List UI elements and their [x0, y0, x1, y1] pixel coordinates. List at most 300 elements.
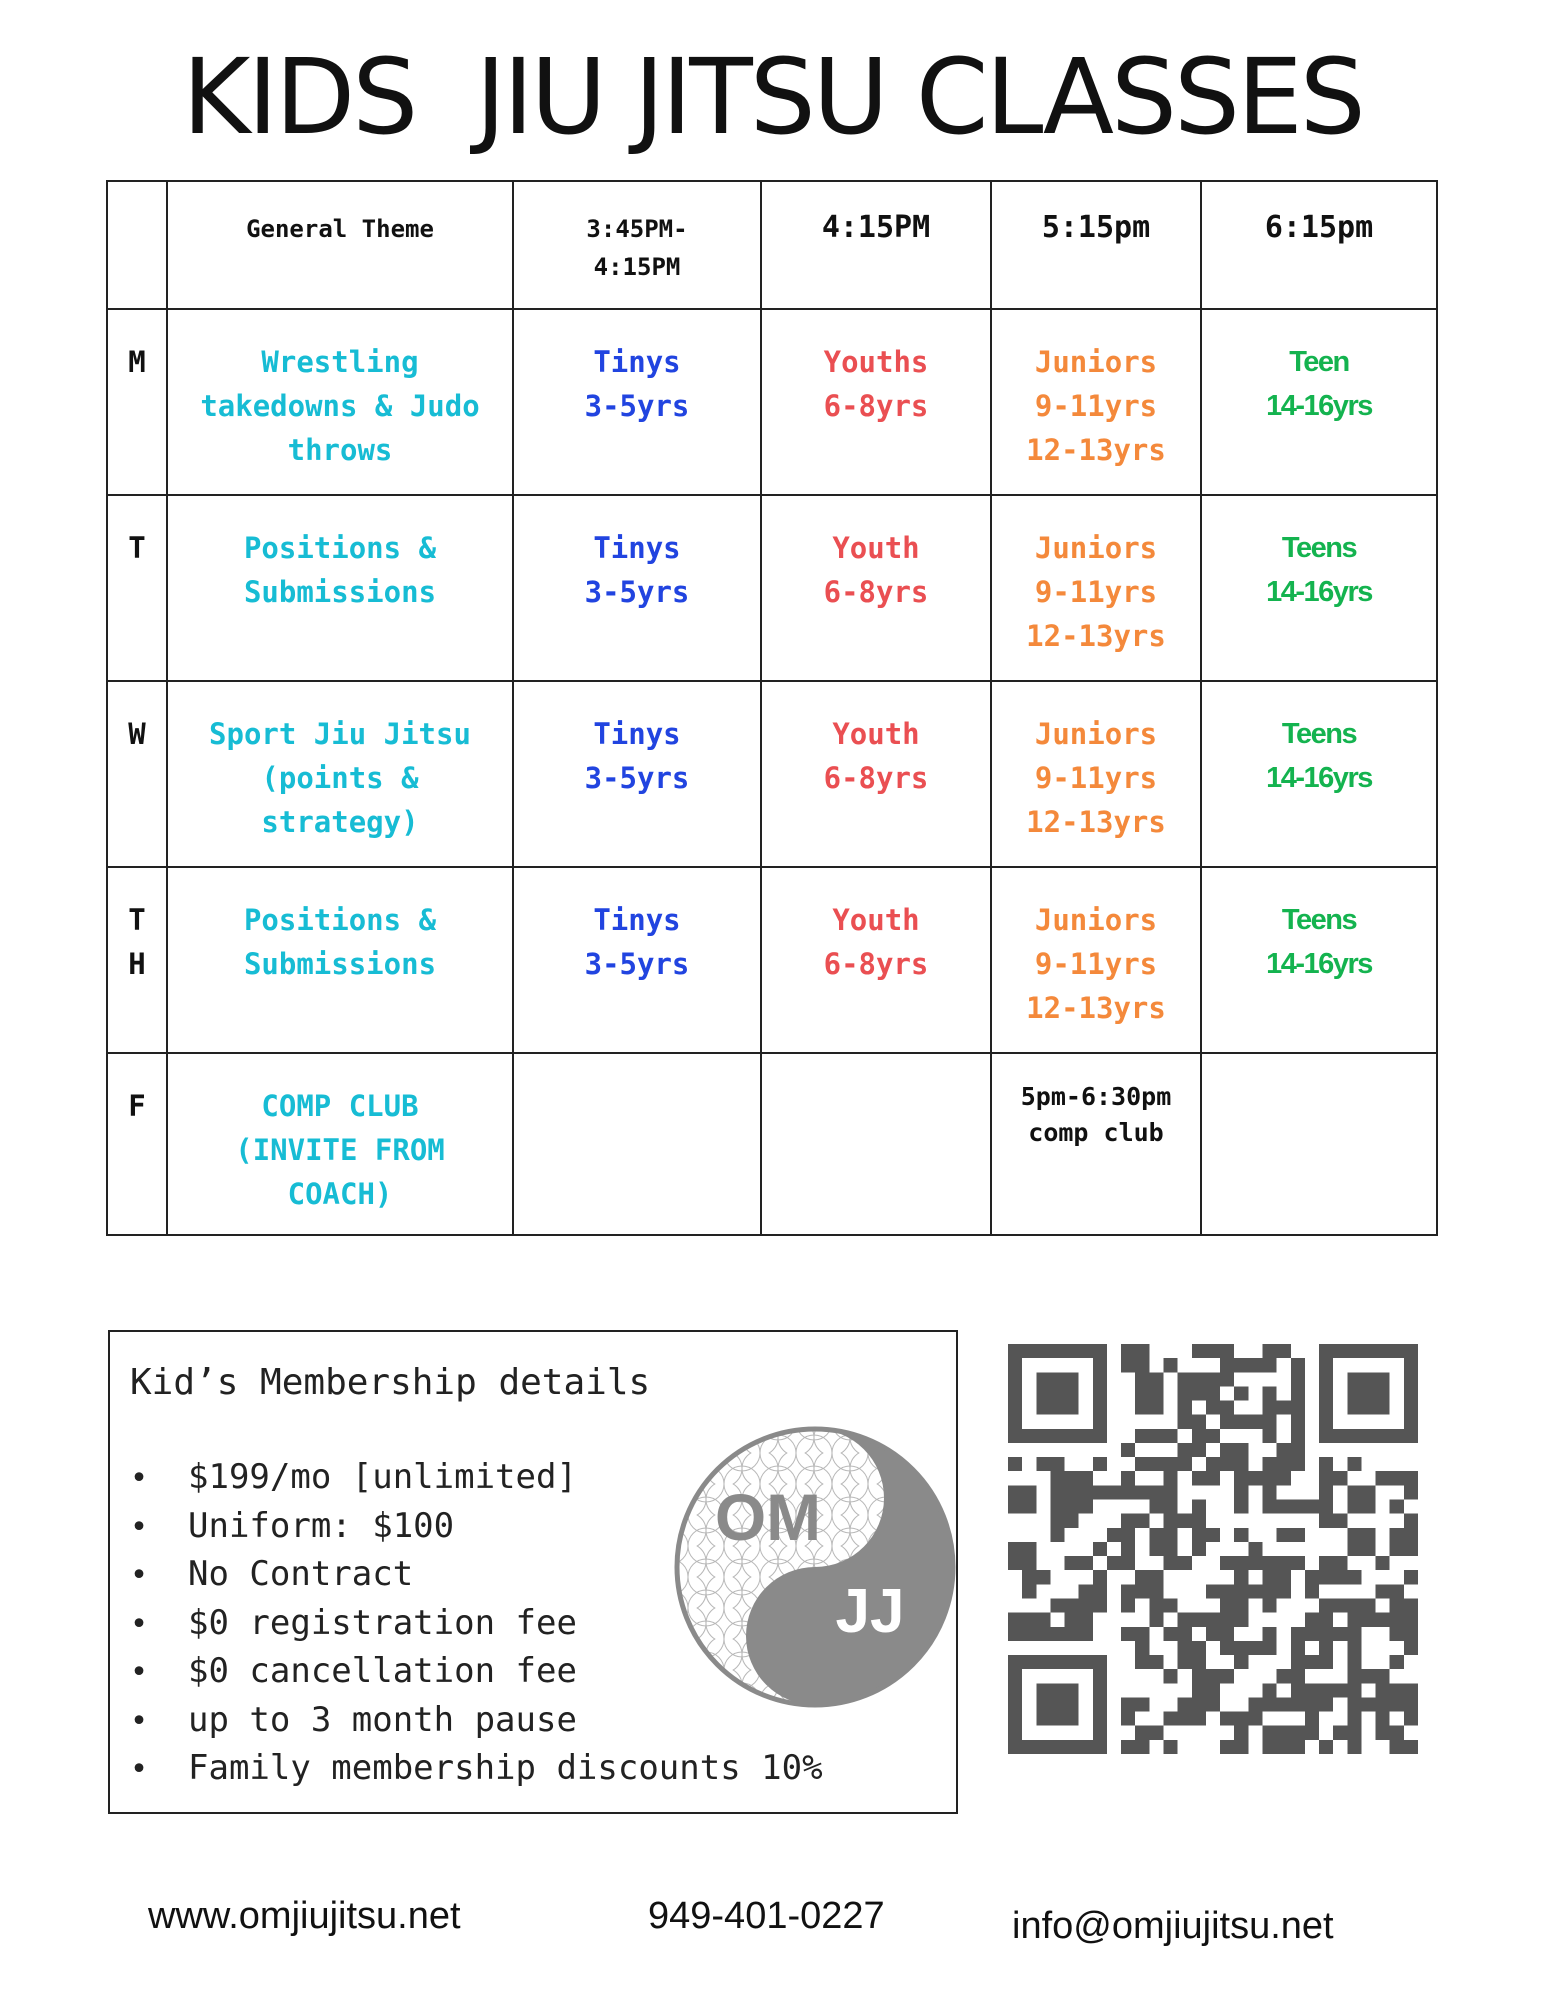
qr-module: [1319, 1641, 1333, 1655]
qr-module: [1050, 1500, 1064, 1514]
qr-finder: [1036, 1372, 1078, 1414]
qr-module: [1404, 1570, 1418, 1584]
qr-module: [1135, 1457, 1149, 1471]
header-time-515: 5:15pm: [991, 181, 1201, 309]
qr-code[interactable]: [1008, 1344, 1418, 1754]
qr-module: [1262, 1471, 1276, 1485]
qr-module: [1220, 1556, 1234, 1570]
class-ages: 9-11yrs: [1034, 761, 1158, 795]
qr-module: [1135, 1401, 1149, 1415]
qr-module: [1008, 1485, 1022, 1499]
bullet-icon: •: [130, 1606, 149, 1642]
qr-module: [1192, 1613, 1206, 1627]
qr-module: [1376, 1669, 1390, 1683]
qr-module: [1305, 1712, 1319, 1726]
qr-module: [1376, 1613, 1390, 1627]
membership-item-text: $199/mo [unlimited]: [188, 1457, 577, 1497]
qr-finder: [1008, 1655, 1107, 1669]
class-name: Teens: [1281, 904, 1357, 936]
qr-module: [1376, 1697, 1390, 1711]
class-ages: 14-16yrs: [1266, 576, 1372, 608]
qr-module: [1220, 1344, 1234, 1358]
qr-module: [1262, 1358, 1276, 1372]
class-teens: [1201, 309, 1437, 495]
qr-module: [1121, 1598, 1135, 1612]
qr-module: [1319, 1457, 1333, 1471]
qr-module: [1390, 1542, 1404, 1556]
bullet-icon: •: [130, 1655, 149, 1690]
qr-module: [1347, 1528, 1361, 1542]
qr-finder: [1036, 1683, 1078, 1725]
membership-item-text: $0 registration fee: [188, 1602, 577, 1643]
qr-module: [1234, 1415, 1248, 1429]
qr-module: [1050, 1485, 1064, 1499]
schedule-row-friday: [107, 1053, 1437, 1235]
qr-module: [1178, 1386, 1192, 1400]
header-general-theme: General Theme: [167, 181, 513, 309]
qr-finder: [1093, 1344, 1107, 1443]
class-name: Teens: [1281, 532, 1357, 564]
qr-module: [1178, 1613, 1192, 1627]
qr-module: [1248, 1641, 1262, 1655]
qr-module: [1361, 1500, 1375, 1514]
qr-module: [1149, 1655, 1163, 1669]
qr-module: [1333, 1570, 1347, 1584]
class-juniors: [991, 681, 1201, 867]
qr-module: [1135, 1740, 1149, 1754]
qr-module: [1065, 1613, 1079, 1627]
qr-finder: [1008, 1655, 1022, 1754]
qr-module: [1149, 1457, 1163, 1471]
qr-module: [1390, 1697, 1404, 1711]
qr-module: [1192, 1443, 1206, 1457]
qr-module: [1135, 1514, 1149, 1528]
qr-module: [1079, 1500, 1093, 1514]
class-juniors: [991, 867, 1201, 1053]
header-time-345: [513, 181, 761, 309]
qr-module: [1262, 1344, 1276, 1358]
qr-module: [1361, 1598, 1375, 1612]
qr-module: [1376, 1726, 1390, 1740]
qr-module: [1234, 1598, 1248, 1612]
qr-module: [1149, 1584, 1163, 1598]
qr-module: [1347, 1726, 1361, 1740]
qr-module: [1192, 1683, 1206, 1697]
qr-module: [1390, 1598, 1404, 1612]
qr-module: [1234, 1584, 1248, 1598]
qr-finder: [1008, 1740, 1107, 1754]
bullet-icon: •: [130, 1752, 149, 1787]
qr-module: [1008, 1613, 1022, 1627]
membership-title: Kid’s Membership details: [130, 1362, 651, 1403]
qr-module: [1050, 1627, 1064, 1641]
qr-finder: [1093, 1655, 1107, 1754]
qr-module: [1135, 1655, 1149, 1669]
qr-module: [1305, 1584, 1319, 1598]
qr-module: [1149, 1429, 1163, 1443]
qr-finder: [1008, 1344, 1022, 1443]
membership-item-text: Uniform: $100: [188, 1505, 455, 1546]
qr-module: [1206, 1344, 1220, 1358]
class-ages: 12-13yrs: [1026, 433, 1166, 467]
class-name: Teens: [1281, 718, 1357, 750]
qr-module: [1093, 1570, 1107, 1584]
qr-module: [1277, 1401, 1291, 1415]
theme-line: strategy): [261, 805, 419, 839]
class-ages: 12-13yrs: [1026, 619, 1166, 653]
class-name: Juniors: [1034, 717, 1158, 751]
qr-module: [1164, 1471, 1178, 1485]
qr-module: [1178, 1443, 1192, 1457]
bullet-icon: •: [130, 1509, 149, 1545]
qr-module: [1347, 1485, 1361, 1499]
qr-module: [1220, 1669, 1234, 1683]
qr-module: [1149, 1598, 1163, 1612]
qr-module: [1277, 1584, 1291, 1598]
class-ages: 6-8yrs: [823, 575, 929, 609]
qr-module: [1220, 1443, 1234, 1457]
qr-module: [1404, 1641, 1418, 1655]
qr-module: [1206, 1372, 1220, 1386]
qr-finder: [1319, 1344, 1418, 1358]
qr-module: [1291, 1556, 1305, 1570]
qr-finder: [1008, 1429, 1107, 1443]
class-name: Youths: [823, 345, 929, 379]
qr-module: [1404, 1471, 1418, 1485]
qr-module: [1319, 1570, 1333, 1584]
qr-module: [1079, 1598, 1093, 1612]
class-ages: 6-8yrs: [823, 761, 929, 795]
qr-module: [1319, 1471, 1333, 1485]
qr-module: [1291, 1372, 1305, 1386]
qr-module: [1220, 1457, 1234, 1471]
qr-module: [1135, 1372, 1149, 1386]
theme-line: (INVITE FROM: [235, 1133, 445, 1167]
qr-module: [1277, 1457, 1291, 1471]
email-link[interactable]: info@omjiujitsu.net: [1012, 1905, 1334, 1947]
theme-cell: [167, 1053, 513, 1235]
qr-module: [1390, 1471, 1404, 1485]
membership-item: [130, 1745, 823, 1794]
class-name: Juniors: [1034, 345, 1158, 379]
qr-module: [1022, 1542, 1036, 1556]
qr-module: [1220, 1584, 1234, 1598]
qr-module: [1008, 1556, 1022, 1570]
qr-module: [1291, 1358, 1305, 1372]
class-name: Tinys: [593, 531, 681, 565]
qr-module: [1164, 1514, 1178, 1528]
qr-module: [1262, 1415, 1276, 1429]
qr-module: [1121, 1556, 1135, 1570]
phone-number[interactable]: 949-401-0227: [648, 1895, 885, 1937]
qr-module: [1390, 1528, 1404, 1542]
qr-module: [1164, 1485, 1178, 1499]
qr-module: [1319, 1613, 1333, 1627]
qr-module: [1149, 1500, 1163, 1514]
theme-line: COMP CLUB: [261, 1089, 419, 1123]
header-time-415: 4:15PM: [761, 181, 991, 309]
qr-module: [1319, 1598, 1333, 1612]
qr-module: [1121, 1584, 1135, 1598]
qr-module: [1022, 1556, 1036, 1570]
class-ages: 3-5yrs: [584, 761, 690, 795]
qr-module: [1178, 1712, 1192, 1726]
class-teens: [1201, 867, 1437, 1053]
qr-module: [1121, 1528, 1135, 1542]
qr-module: [1164, 1358, 1178, 1372]
qr-module: [1065, 1485, 1079, 1499]
qr-module: [1234, 1386, 1248, 1400]
qr-module: [1206, 1669, 1220, 1683]
class-youth: [761, 681, 991, 867]
qr-module: [1262, 1584, 1276, 1598]
qr-module: [1277, 1471, 1291, 1485]
qr-module: [1248, 1697, 1262, 1711]
qr-module: [1149, 1570, 1163, 1584]
day-label-line: T: [128, 903, 146, 937]
qr-module: [1192, 1372, 1206, 1386]
qr-module: [1050, 1598, 1064, 1612]
qr-module: [1347, 1542, 1361, 1556]
qr-module: [1376, 1556, 1390, 1570]
theme-line: throws: [287, 433, 393, 467]
qr-module: [1220, 1627, 1234, 1641]
qr-module: [1234, 1358, 1248, 1372]
theme-cell: [167, 309, 513, 495]
header-time-345-end: 4:15PM: [593, 253, 681, 281]
qr-module: [1277, 1443, 1291, 1457]
schedule-row-monday: [107, 309, 1437, 495]
qr-module: [1206, 1613, 1220, 1627]
qr-module: [1206, 1401, 1220, 1415]
qr-module: [1262, 1401, 1276, 1415]
day-label: W: [107, 681, 167, 867]
theme-line: Positions &: [243, 903, 437, 937]
qr-align: [1319, 1655, 1333, 1669]
empty-cell: [1201, 1053, 1437, 1235]
schedule-row-thursday: [107, 867, 1437, 1053]
class-ages: 6-8yrs: [823, 947, 929, 981]
qr-module: [1262, 1740, 1276, 1754]
qr-module: [1164, 1457, 1178, 1471]
qr-module: [1347, 1457, 1361, 1471]
qr-module: [1404, 1740, 1418, 1754]
qr-module: [1404, 1485, 1418, 1499]
qr-module: [1404, 1542, 1418, 1556]
qr-module: [1262, 1683, 1276, 1697]
qr-module: [1079, 1627, 1093, 1641]
qr-module: [1291, 1386, 1305, 1400]
om-jj-logo: [670, 1422, 960, 1712]
qr-module: [1291, 1429, 1305, 1443]
qr-module: [1121, 1627, 1135, 1641]
qr-align: [1347, 1627, 1361, 1698]
qr-finder: [1347, 1372, 1389, 1414]
theme-line: Submissions: [243, 575, 437, 609]
qr-module: [1192, 1641, 1206, 1655]
qr-module: [1206, 1457, 1220, 1471]
qr-finder: [1319, 1429, 1418, 1443]
qr-module: [1248, 1542, 1262, 1556]
qr-module: [1036, 1627, 1050, 1641]
qr-module: [1206, 1471, 1220, 1485]
qr-module: [1277, 1570, 1291, 1584]
qr-align: [1291, 1627, 1305, 1698]
comp-club-label: comp club: [1028, 1118, 1164, 1147]
qr-module: [1319, 1740, 1333, 1754]
class-ages: 12-13yrs: [1026, 991, 1166, 1025]
class-tinys: [513, 681, 761, 867]
qr-module: [1319, 1556, 1333, 1570]
qr-module: [1305, 1570, 1319, 1584]
class-youth: [761, 309, 991, 495]
qr-module: [1234, 1471, 1248, 1485]
qr-module: [1178, 1372, 1192, 1386]
qr-module: [1178, 1556, 1192, 1570]
qr-module: [1093, 1457, 1107, 1471]
qr-module: [1404, 1712, 1418, 1726]
qr-module: [1277, 1344, 1291, 1358]
class-ages: 3-5yrs: [584, 947, 690, 981]
qr-module: [1065, 1627, 1079, 1641]
class-ages: 12-13yrs: [1026, 805, 1166, 839]
qr-module: [1234, 1570, 1248, 1584]
class-ages: 14-16yrs: [1266, 390, 1372, 422]
qr-module: [1036, 1457, 1050, 1471]
qr-module: [1164, 1669, 1178, 1683]
qr-module: [1022, 1584, 1036, 1598]
theme-cell: [167, 681, 513, 867]
schedule-header-row: [107, 181, 1437, 309]
qr-module: [1234, 1641, 1248, 1655]
qr-module: [1220, 1358, 1234, 1372]
qr-module: [1333, 1726, 1347, 1740]
qr-module: [1262, 1386, 1276, 1400]
empty-cell: [761, 1053, 991, 1235]
qr-module: [1404, 1683, 1418, 1697]
qr-module: [1333, 1514, 1347, 1528]
qr-module: [1305, 1655, 1319, 1669]
qr-module: [1305, 1500, 1319, 1514]
qr-module: [1220, 1598, 1234, 1612]
website-link[interactable]: www.omjiujitsu.net: [148, 1895, 461, 1937]
qr-module: [1164, 1556, 1178, 1570]
qr-module: [1135, 1584, 1149, 1598]
qr-module: [1192, 1528, 1206, 1542]
qr-module: [1149, 1372, 1163, 1386]
class-ages: 14-16yrs: [1266, 948, 1372, 980]
qr-module: [1192, 1386, 1206, 1400]
class-ages: 9-11yrs: [1034, 575, 1158, 609]
qr-module: [1121, 1443, 1135, 1457]
qr-module: [1234, 1556, 1248, 1570]
qr-module: [1347, 1740, 1361, 1754]
qr-module: [1192, 1344, 1206, 1358]
bullet-icon: •: [130, 1703, 149, 1739]
qr-module: [1121, 1358, 1135, 1372]
theme-line: (points &: [261, 761, 419, 795]
qr-module: [1135, 1386, 1149, 1400]
qr-module: [1333, 1471, 1347, 1485]
day-label: F: [107, 1053, 167, 1235]
qr-module: [1135, 1344, 1149, 1358]
qr-module: [1149, 1401, 1163, 1415]
class-ages: 14-16yrs: [1266, 762, 1372, 794]
qr-module: [1404, 1627, 1418, 1641]
class-youth: [761, 867, 991, 1053]
qr-module: [1277, 1556, 1291, 1570]
qr-module: [1347, 1697, 1361, 1711]
qr-module: [1234, 1500, 1248, 1514]
qr-module: [1262, 1598, 1276, 1612]
qr-module: [1390, 1726, 1404, 1740]
qr-module: [1036, 1570, 1050, 1584]
qr-module: [1149, 1726, 1163, 1740]
page-title: KIDS JIU JITSU CLASSES: [182, 36, 1363, 158]
qr-module: [1164, 1712, 1178, 1726]
qr-module: [1390, 1683, 1404, 1697]
class-ages: 3-5yrs: [584, 389, 690, 423]
qr-module: [1149, 1542, 1163, 1556]
class-name: Youth: [832, 717, 920, 751]
qr-module: [1291, 1528, 1305, 1542]
qr-module: [1333, 1556, 1347, 1570]
qr-module: [1319, 1485, 1333, 1499]
qr-module: [1234, 1726, 1248, 1740]
qr-module: [1022, 1485, 1036, 1499]
qr-finder: [1008, 1344, 1107, 1358]
qr-module: [1277, 1740, 1291, 1754]
qr-module: [1220, 1401, 1234, 1415]
qr-module: [1248, 1584, 1262, 1598]
qr-module: [1135, 1697, 1149, 1711]
theme-line: Sport Jiu Jitsu: [209, 717, 471, 751]
qr-module: [1206, 1429, 1220, 1443]
qr-module: [1050, 1471, 1064, 1485]
class-teens: [1201, 495, 1437, 681]
class-juniors: [991, 309, 1201, 495]
qr-module: [1192, 1429, 1206, 1443]
qr-module: [1178, 1415, 1192, 1429]
qr-module: [1262, 1697, 1276, 1711]
qr-module: [1192, 1669, 1206, 1683]
qr-module: [1390, 1740, 1404, 1754]
empty-cell: [513, 1053, 761, 1235]
qr-module: [1220, 1613, 1234, 1627]
qr-module: [1121, 1712, 1135, 1726]
qr-module: [1164, 1528, 1178, 1542]
qr-module: [1262, 1641, 1276, 1655]
qr-module: [1149, 1528, 1163, 1542]
qr-module: [1079, 1613, 1093, 1627]
qr-module: [1390, 1500, 1404, 1514]
qr-module: [1234, 1655, 1248, 1669]
qr-module: [1022, 1613, 1036, 1627]
qr-module: [1220, 1641, 1234, 1655]
class-name: Teen: [1289, 346, 1349, 378]
qr-module: [1248, 1471, 1262, 1485]
qr-module: [1206, 1528, 1220, 1542]
header-time-345-start: 3:45PM-: [586, 215, 688, 243]
qr-module: [1248, 1712, 1262, 1726]
qr-module: [1234, 1740, 1248, 1754]
qr-module: [1361, 1613, 1375, 1627]
qr-module: [1036, 1613, 1050, 1627]
qr-module: [1361, 1542, 1375, 1556]
qr-module: [1192, 1655, 1206, 1669]
qr-module: [1206, 1697, 1220, 1711]
qr-module: [1390, 1613, 1404, 1627]
